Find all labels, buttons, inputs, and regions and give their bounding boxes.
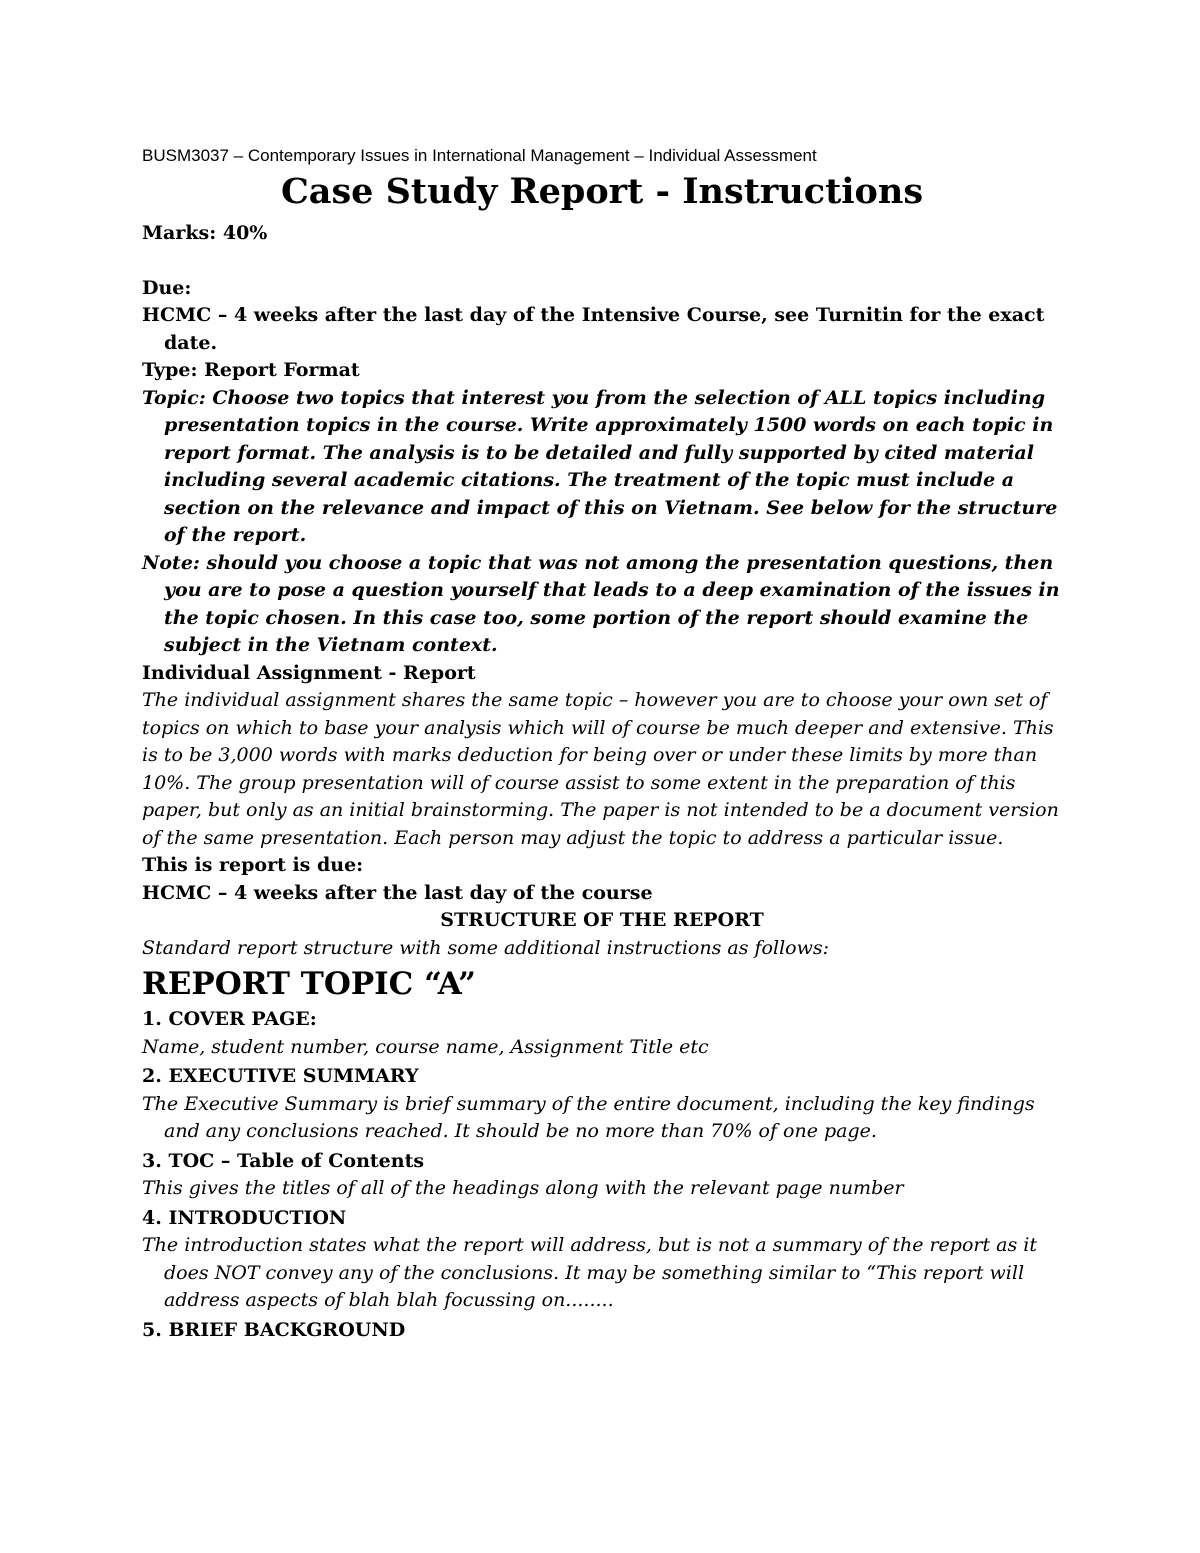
section-heading: 5. BRIEF BACKGROUND [142,1318,406,1341]
structure-heading: STRUCTURE OF THE REPORT [440,909,764,931]
due-text: HCMC – 4 weeks after the last day of the Intensive Course, see Turnitin for the exact date. [142,304,1045,354]
document-header: BUSM3037 – Contemporary Issues in International Management – Individual Assessment [142,146,817,165]
section-heading: 4. INTRODUCTION [142,1206,347,1229]
page-title: Case Study Report - Instructions [280,171,924,212]
section-text: Name, student number, course name, Assignment Title etc [142,1035,709,1058]
section-heading: 3. TOC – Table of Contents [142,1149,425,1172]
section-text: The Executive Summary is brief summary of the entire document, including the key findings and any conclusions reached. It should be no more than 70% of one page. [142,1092,1035,1142]
report-topic-heading: REPORT TOPIC “A” [142,966,476,1002]
topic-paragraph: Topic: Choose two topics that interest you from the selection of ALL topics including presentation topics in the course. Write approximately 1500 words on each topic in report format. The analysis is to be detailed and fully supported by cited material including several academic citations. The treatment of the topic must include a section on the relevance and impact of this on Vietnam. See below for the structure of the report. [142,386,1058,546]
note-paragraph: Note: should you choose a topic that was not among the presentation questions, then you are to pose a question yourself that leads to a deep examination of the issues in the topic chosen. In this case too, some portion of the report should examine the subject in the Vietnam context. [142,551,1060,656]
section-list [142,1006,1062,1344]
due-label: Due: [142,276,192,299]
marks-line: Marks: 40% [142,222,268,244]
type-line: Type: Report Format [142,359,360,381]
section-heading: 1. COVER PAGE: [142,1008,317,1030]
report-due-label: This is report is due: [142,854,364,876]
section-text: The introduction states what the report will address, but is not a summary of the report as it does NOT convey any of the conclusions. It may be something similar to “This report will address aspects of blah blah focussing on........ [142,1234,1037,1311]
spacer [142,248,1062,275]
individual-heading: Individual Assignment - Report [142,661,476,684]
section-heading: 2. EXECUTIVE SUMMARY [142,1065,419,1087]
document-page [142,146,1062,1344]
report-due-text: HCMC – 4 weeks after the last day of the course [142,881,653,904]
individual-paragraph: The individual assignment shares the same topic – however you are to choose your own set of topics on which to base your analysis which will of course be much deeper and extensive. This is to be 3,000 words with marks deduction for being over or under these limits by more than 10%. The group presentation will of course assist to some extent in the preparation of this paper, but only as an initial brainstorming. The paper is not intended to be a document version of the same presentation. Each person may adjust the topic to address a particular issue. [142,689,1059,849]
structure-intro: Standard report structure with some additional instructions as follows: [142,936,829,959]
section-text: This gives the titles of all of the headings along with the relevant page number [142,1177,904,1199]
